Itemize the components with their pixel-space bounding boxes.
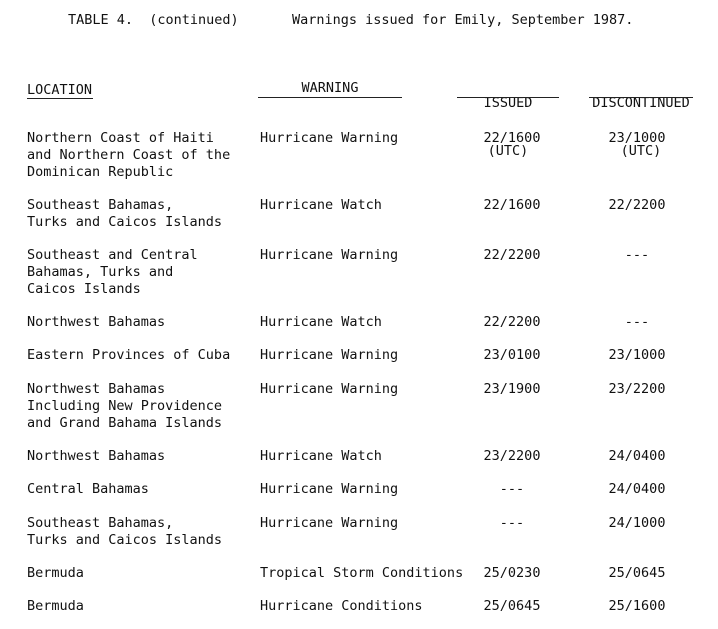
row-issued: 25/0645 [483, 598, 541, 614]
row-issued: 22/2200 [483, 314, 541, 330]
header-discontinued-line2: (UTC) [620, 143, 662, 159]
row-warning: Tropical Storm Conditions [260, 565, 464, 581]
row-issued: --- [499, 481, 525, 497]
row-warning: Hurricane Watch [260, 197, 382, 213]
row-discontinued: 22/2200 [608, 197, 666, 213]
row-location: Southeast and Central Bahamas, Turks and Caicos Islands [27, 247, 198, 297]
row-issued: 23/0100 [483, 347, 541, 363]
row-issued: 22/1600 [483, 197, 541, 213]
row-location: Eastern Provinces of Cuba [27, 347, 231, 363]
row-discontinued: 25/1600 [608, 598, 666, 614]
row-discontinued: 23/1000 [608, 130, 666, 146]
row-warning: Hurricane Watch [260, 314, 382, 330]
header-discontinued [589, 63, 693, 175]
row-issued: 23/1900 [483, 381, 541, 397]
row-issued: --- [499, 515, 525, 531]
row-location: Northern Coast of Haiti and Northern Coast of the Dominican Republic [27, 130, 231, 180]
header-issued-rule [457, 97, 559, 98]
header-discontinued-line1: DISCONTINUED [592, 95, 690, 111]
row-discontinued: 24/0400 [608, 448, 666, 464]
row-warning: Hurricane Warning [260, 515, 399, 531]
header-issued-line1: ISSUED [483, 95, 533, 111]
row-issued: 25/0230 [483, 565, 541, 581]
table-caption: Warnings issued for Emily, September 1987. [292, 12, 634, 28]
row-location: Northwest Bahamas [27, 314, 166, 330]
row-discontinued: --- [624, 247, 650, 263]
row-discontinued: 24/0400 [608, 481, 666, 497]
row-location: Central Bahamas [27, 481, 149, 497]
header-warning: WARNING [301, 80, 359, 96]
table-title-label: TABLE 4. (continued) [68, 12, 239, 28]
header-issued [457, 63, 559, 175]
header-location: LOCATION [27, 82, 93, 98]
row-discontinued: 23/1000 [608, 347, 666, 363]
row-issued: 23/2200 [483, 448, 541, 464]
row-discontinued: 24/1000 [608, 515, 666, 531]
row-issued: 22/2200 [483, 247, 541, 263]
row-warning: Hurricane Warning [260, 347, 399, 363]
header-warning-rule [258, 97, 402, 98]
row-location: Southeast Bahamas, Turks and Caicos Islands [27, 197, 223, 230]
row-location: Northwest Bahamas [27, 448, 166, 464]
row-warning: Hurricane Warning [260, 247, 399, 263]
row-warning: Hurricane Warning [260, 381, 399, 397]
header-location-rule [27, 98, 93, 99]
row-warning: Hurricane Warning [260, 481, 399, 497]
row-location: Bermuda [27, 598, 84, 614]
row-issued: 22/1600 [483, 130, 541, 146]
row-discontinued: 23/2200 [608, 381, 666, 397]
row-warning: Hurricane Warning [260, 130, 399, 146]
row-location: Northwest Bahamas Including New Providence and Grand Bahama Islands [27, 381, 223, 431]
row-discontinued: 25/0645 [608, 565, 666, 581]
header-issued-line2: (UTC) [487, 143, 529, 159]
row-warning: Hurricane Conditions [260, 598, 423, 614]
row-warning: Hurricane Watch [260, 448, 382, 464]
row-location: Bermuda [27, 565, 84, 581]
row-location: Southeast Bahamas, Turks and Caicos Islands [27, 515, 223, 548]
header-discontinued-rule [589, 97, 693, 98]
row-discontinued: --- [624, 314, 650, 330]
